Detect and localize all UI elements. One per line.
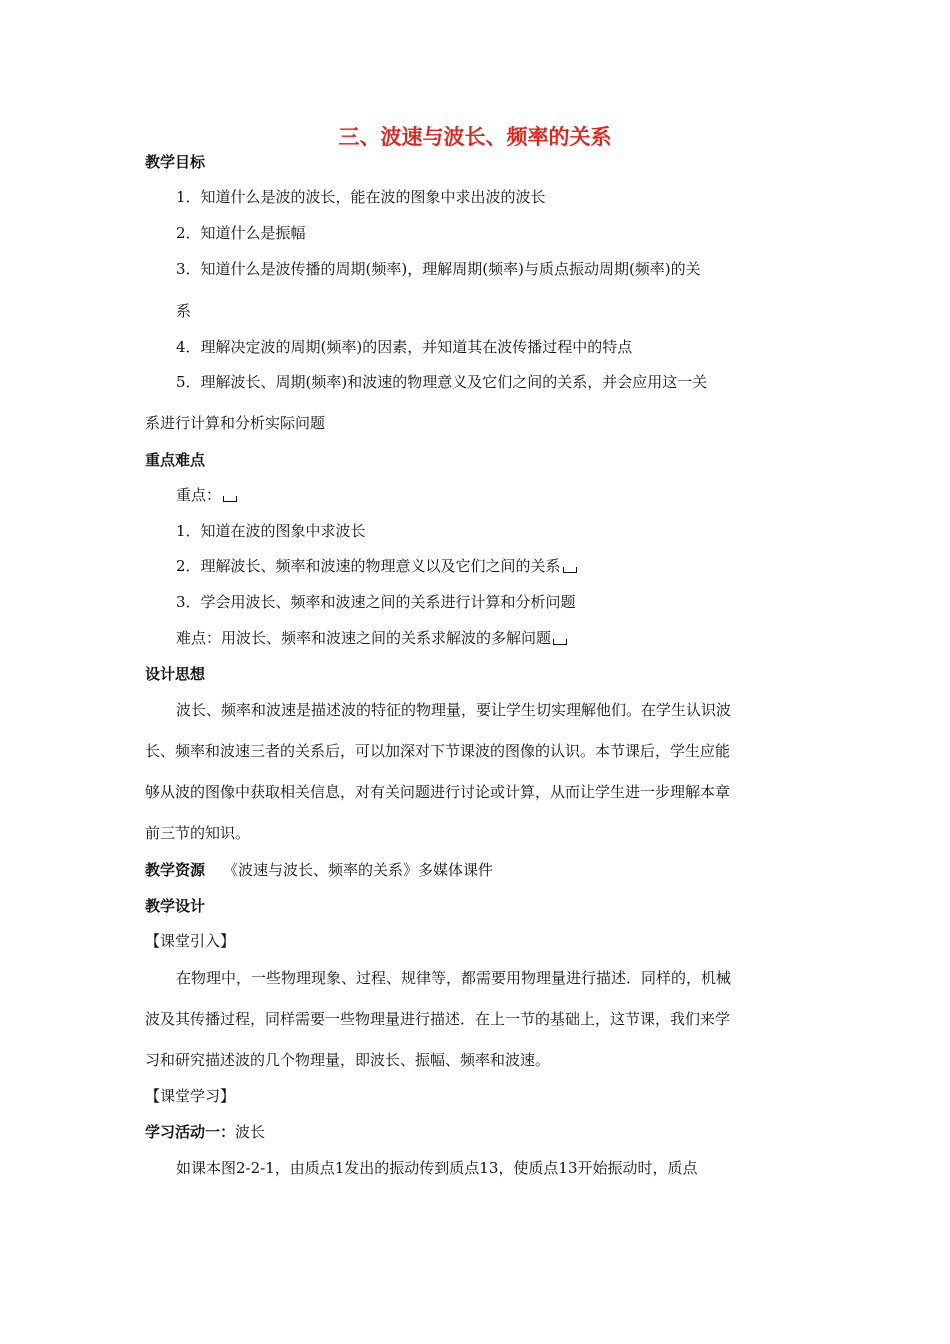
paragraph-mark-icon [553,639,567,645]
goals-heading: 教学目标 [145,153,206,171]
goal-item-4: 4．理解决定波的周期(频率)的因素，并知道其在波传播过程中的特点 [176,338,633,356]
design-para-line-3: 够从波的图像中获取相关信息，对有关问题进行讨论或计算，从而让学生进一步理解本章 [145,783,731,801]
focus-item-3: 3．学会用波长、频率和波速之间的关系进行计算和分析问题 [176,593,576,611]
difficulty-line [176,631,567,646]
resources-line [145,863,493,878]
keypoints-heading: 重点难点 [145,451,206,469]
design-para-line-2: 长、频率和波速三者的关系后，可以加深对下节课波的图像的认识。本节课后，学生应能 [145,742,731,760]
teaching-heading: 教学设计 [145,897,206,915]
goal-item-5-cont: 系进行计算和分析实际问题 [145,414,326,432]
intro-label: 【课堂引入】 [145,932,236,950]
design-para-line-1: 波长、频率和波速是描述波的特征的物理量，要让学生切实理解他们。在学生认识波 [176,701,732,719]
study-label: 【课堂学习】 [145,1087,236,1105]
paragraph-mark-icon [223,496,237,502]
activity-line [145,1125,265,1140]
intro-para-line-3: 习和研究描述波的几个物理量，即波长、振幅、频率和波速。 [145,1051,551,1069]
activity-topic: 波长 [235,1123,266,1141]
focus-item-2: 2．理解波长、频率和波速的物理意义以及它们之间的关系 [176,557,561,575]
paragraph-mark-icon [563,567,577,573]
goal-item-3-cont: 系 [176,302,192,320]
resources-text: 《波速与波长、频率的关系》多媒体课件 [223,861,494,879]
goal-item-5: 5．理解波长、周期(频率)和波速的物理意义及它们之间的关系，并会应用这一关 [176,373,708,391]
design-heading: 设计思想 [145,665,206,683]
resources-heading: 教学资源 [145,861,206,879]
focus-label-line [176,488,237,503]
goal-item-3: 3．知道什么是波传播的周期(频率)，理解周期(频率)与质点振动周期(频率)的关 [176,260,701,278]
focus-item-2-line [176,559,577,574]
document-title: 三、波速与波长、频率的关系 [338,125,612,149]
intro-para-line-1: 在物理中，一些物理现象、过程、规律等，都需要用物理量进行描述．同样的，机械 [176,969,732,987]
goal-item-1: 1．知道什么是波的波长，能在波的图象中求出波的波长 [176,188,546,206]
goal-item-2: 2．知道什么是振幅 [176,224,306,242]
intro-para-line-2: 波及其传播过程，同样需要一些物理量进行描述．在上一节的基础上，这节课，我们来学 [145,1010,731,1028]
activity-para-line-1: 如课本图2-2-1，由质点1发出的振动传到质点13，使质点13开始振动时，质点 [176,1159,698,1177]
focus-item-1: 1．知道在波的图象中求波长 [176,522,366,540]
activity-label: 学习活动一： [145,1123,236,1141]
design-para-line-4: 前三节的知识。 [145,824,251,842]
focus-label: 重点： [176,486,222,504]
difficulty-text: 难点：用波长、频率和波速之间的关系求解波的多解问题 [176,629,552,647]
